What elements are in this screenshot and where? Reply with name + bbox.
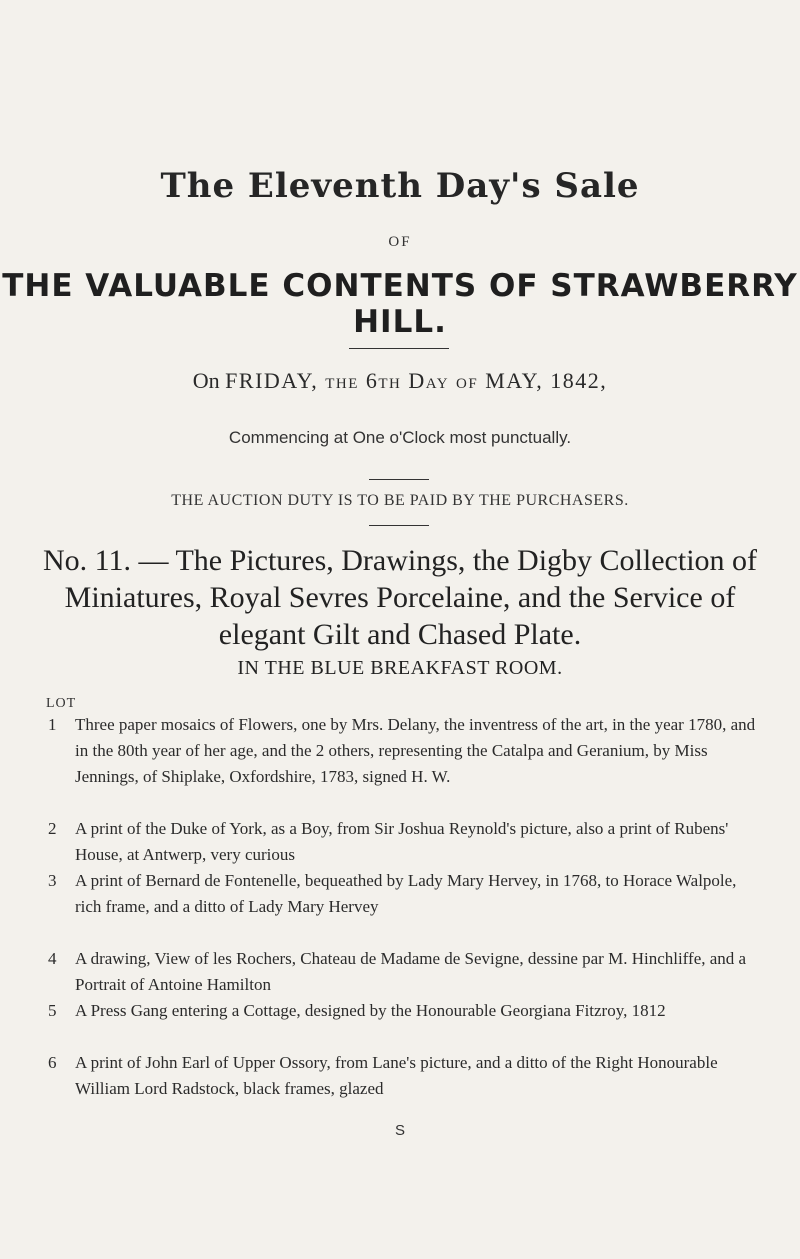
- lot-description: A print of the Duke of York, as a Boy, from Sir Joshua Reynold's picture, also a print of Rubens' House, at Antwerp, very curious: [75, 819, 729, 864]
- sale-day-title: The Eleventh Day's Sale: [160, 166, 640, 206]
- date-day: FRIDAY,: [225, 368, 319, 393]
- lot-number: 6: [48, 1053, 57, 1072]
- divider-rule: [349, 348, 449, 349]
- commencing-note: Commencing at One o'Clock most punctually.: [228, 428, 572, 447]
- lot-item: [48, 1050, 760, 1102]
- lot-description: A print of John Earl of Upper Ossory, from Lane's picture, and a ditto of the Right Honourable William Lord Radstock, black frames, glazed: [75, 1053, 718, 1098]
- lot-description: A Press Gang entering a Cottage, designed by the Honourable Georgiana Fitzroy, 1812: [75, 1001, 666, 1020]
- lot-item: [48, 712, 760, 790]
- room-heading: IN THE BLUE BREAKFAST ROOM.: [237, 657, 563, 679]
- lot-item: [48, 998, 760, 1024]
- lot-item: [48, 868, 760, 920]
- lot-description: A print of Bernard de Fontenelle, bequeathed by Lady Mary Hervey, in 1768, to Horace Walpole, rich frame, and a ditto of Lady Mary Hervey: [75, 871, 737, 916]
- date-the-day-of: the 6th Day of: [318, 368, 486, 393]
- sale-date-line: [0, 368, 800, 394]
- date-month-year: MAY, 1842,: [485, 368, 608, 393]
- signature-mark: S: [394, 1122, 405, 1139]
- date-on: On: [192, 368, 226, 393]
- lot-number: 5: [48, 1001, 57, 1020]
- of-label: OF: [388, 234, 412, 250]
- lot-description: A drawing, View of les Rochers, Chateau de Madame de Sevigne, dessine par M. Hinchliffe, and a Portrait of Antoine Hamilton: [75, 949, 747, 994]
- divider-rule: [369, 479, 429, 480]
- lot-number: 1: [48, 715, 57, 734]
- lot-column-header: LOT: [46, 696, 77, 711]
- lot-number: 3: [48, 871, 57, 890]
- lot-item: [48, 946, 760, 998]
- section-heading: No. 11. — The Pictures, Drawings, the Digby Collection of Miniatures, Royal Sevres Porcelaine, and the Service of elegant Gilt and Chased Plate.: [42, 544, 758, 651]
- divider-rule: [369, 525, 429, 526]
- lot-description: Three paper mosaics of Flowers, one by Mrs. Delany, the inventress of the art, in the year 1780, and in the 80th year of her age, and the 2 others, representing the Catalpa and Geranium, by Miss Jennings, of Shiplake, Oxfordshire, 1783, signed H. W.: [75, 715, 756, 786]
- auction-duty-note: THE AUCTION DUTY IS TO BE PAID BY THE PURCHASERS.: [171, 492, 629, 509]
- lot-item: [48, 816, 760, 868]
- lot-number: 4: [48, 949, 57, 968]
- lot-number: 2: [48, 819, 57, 838]
- main-title: THE VALUABLE CONTENTS OF STRAWBERRY HILL.: [2, 268, 798, 340]
